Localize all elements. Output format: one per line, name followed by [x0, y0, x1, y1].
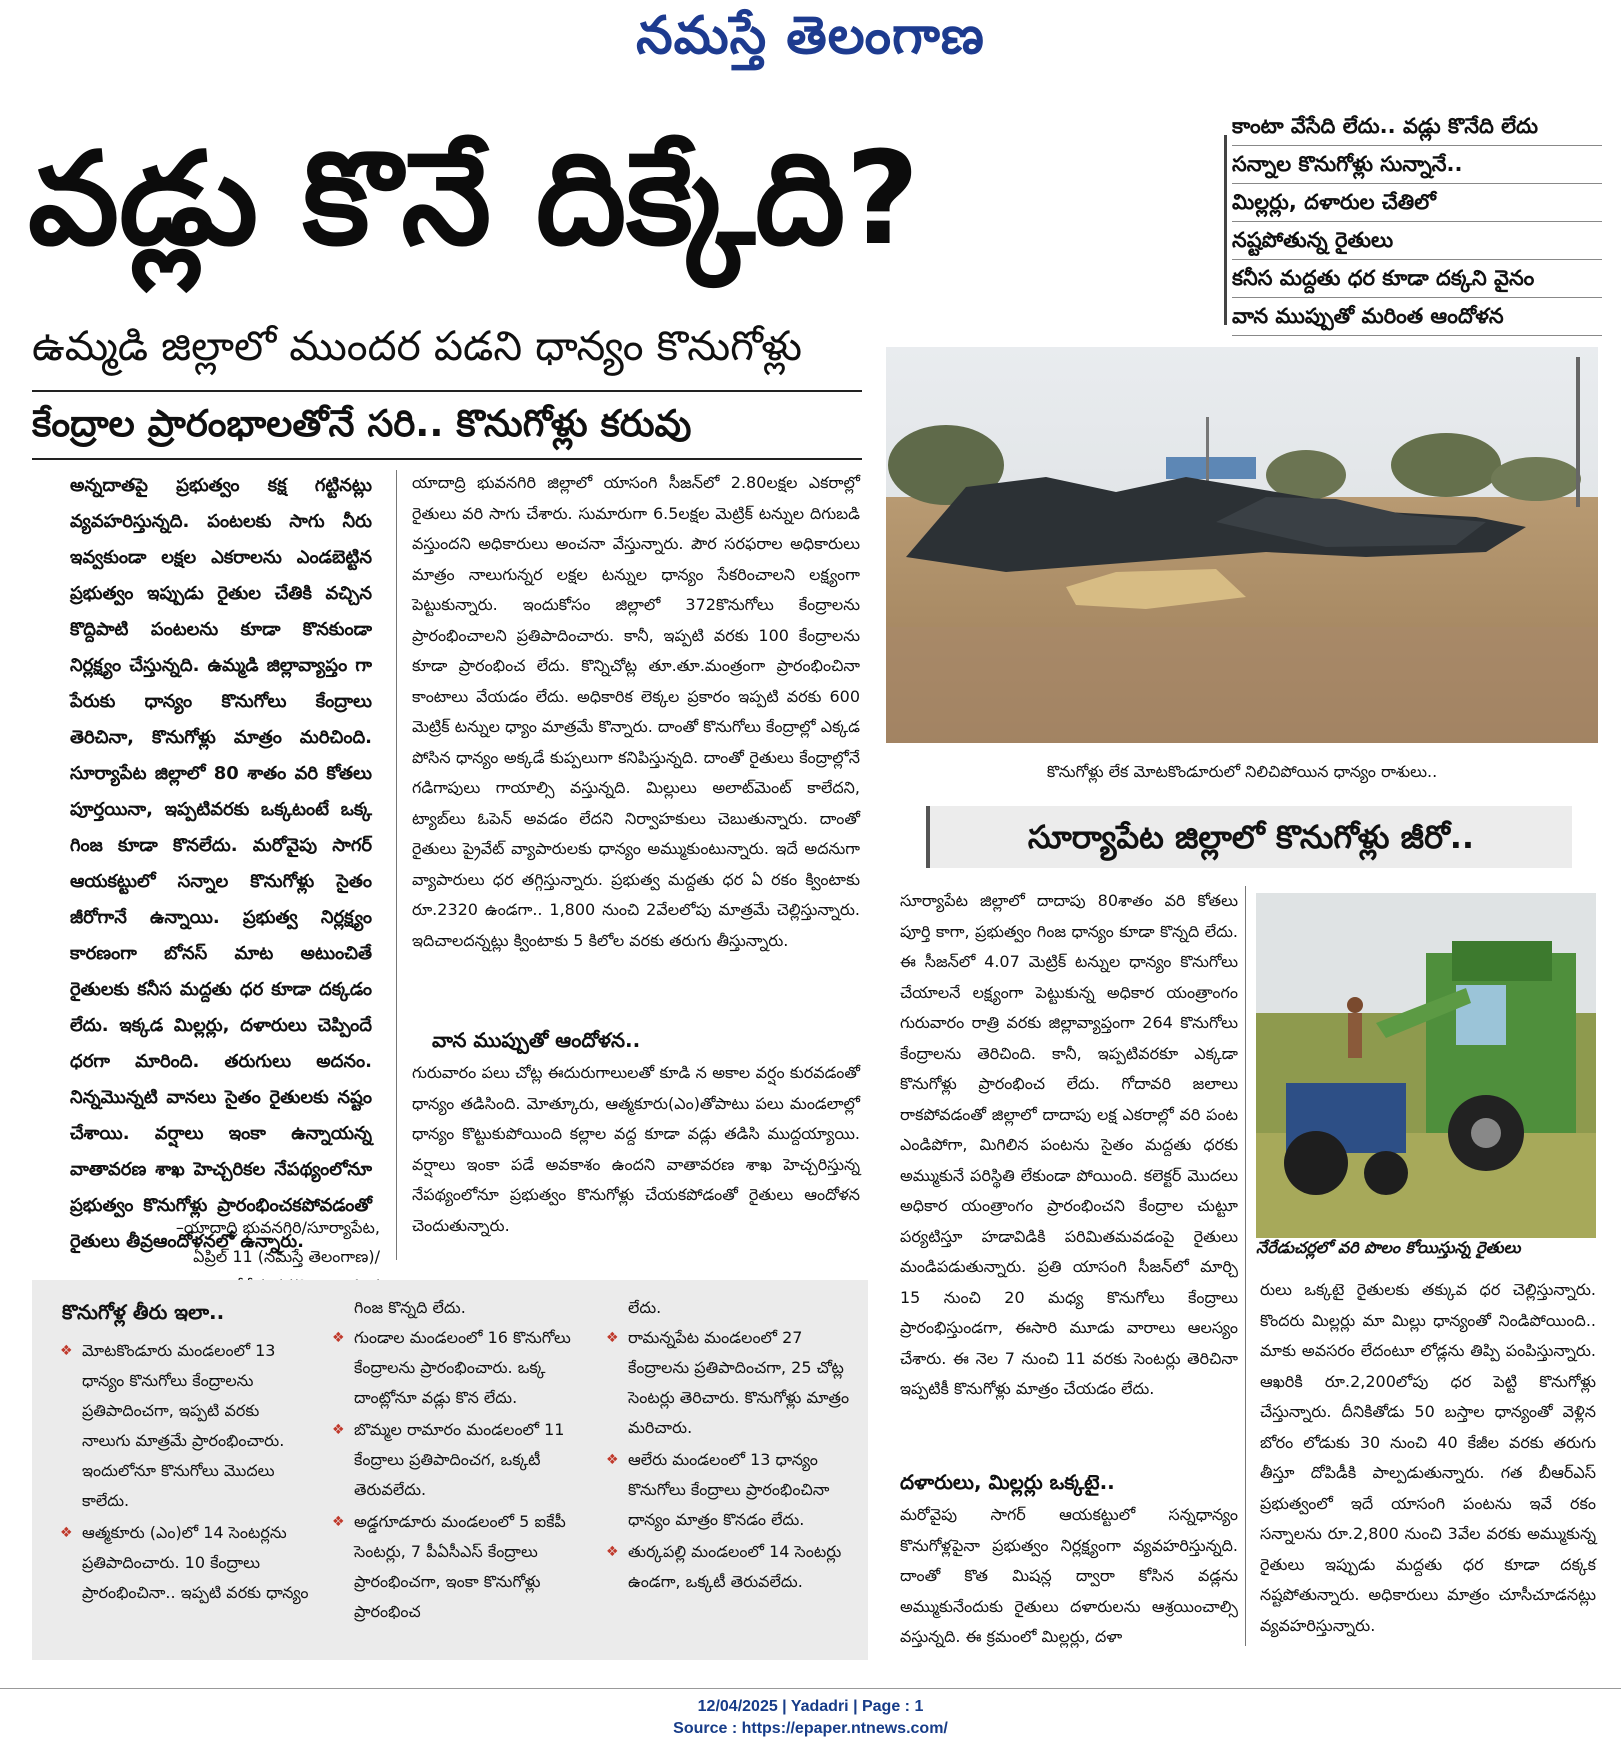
kicker-line: కాంటా వేసేది లేదు.. వడ్లు కొనేది లేదు [1232, 108, 1602, 146]
credit-line: ఏప్రిల్ 11 (నమస్తే తెలంగాణ)/ [193, 1247, 380, 1266]
kicker-line: కనీస మద్దతు ధర కూడా దక్కని వైనం [1232, 260, 1602, 298]
list-item-text: అడ్డగూడూరు మండలంలో 5 ఐకేపీ సెంటర్లు, 7 పీఏసీఎస్ కేంద్రాలు ప్రారంభించగా, ఇంకా కొనుగోళ్లు ప్రారంభించ [354, 1512, 566, 1621]
list-item [606, 1323, 856, 1443]
diamond-bullet-icon: ❖ [606, 1452, 619, 1468]
list-item-text: గుండాల మండలంలో 16 కొనుగోలు కేంద్రాలను ప్రారంభించారు. ఒక్క దాంట్లోనూ వడ్లు కొన లేదు. [354, 1328, 571, 1407]
banner-title: సూర్యాపేట జిల్లాలో కొనుగోళ్లు జీరో.. [1027, 818, 1475, 856]
diamond-bullet-icon: ❖ [60, 1525, 73, 1541]
diamond-bullet-icon: ❖ [606, 1330, 619, 1346]
column-divider [1245, 886, 1246, 1646]
rain-subheading: వాన ముప్పుతో ఆందోళన.. [432, 1028, 641, 1052]
grain-heaps-photo [886, 347, 1598, 743]
lead-paragraph: అన్నదాతపై ప్రభుత్వం కక్ష గట్టినట్లు వ్యవహరిస్తున్నది. పంటలకు సాగు నీరు ఇవ్వకుండా లక్షల ఎకరాలను ఎండబెట్టిన ప్రభుత్వం ఇప్పుడు రైతుల చేతికి వచ్చిన కొద్దిపాటి పంటలను కూడా కొనకుండా నిర్లక్ష్యం చేస్తున్నది. ఉమ్మడి జిల్లావ్యాప్తం గా పేరుకు ధాన్యం కొనుగోలు కేంద్రాలు తెరిచినా, కొనుగోళ్లు మాత్రం మరిచింది. సూర్యాపేట జిల్లాలో 80 శాతం వరి కోతలు పూర్తయినా, ఇప్పటివరకు ఒక్కటంటే ఒక్క గింజ కూడా కొనలేదు. మరోవైపు సాగర్ ఆయకట్టులో సన్నాల కొనుగోళ్లు సైతం జీరోగానే ఉన్నాయి. ప్రభుత్వ నిర్లక్ష్యం కారణంగా బోనస్ మాట అటుంచితే రైతులకు కనీస మద్దతు ధర కూడా దక్కడం లేదు. ఇక్కడ మిల్లర్లు, దళారులు చెప్పిందే ధరగా మారింది. తరుగులు అదనం. నిన్నమొన్నటి వానలు సైతం రైతులకు నష్టం చేశాయి. వర్షాలు ఇంకా ఉన్నాయన్న వాతావరణ శాఖ హెచ్చరికల నేపథ్యంలోనూ ప్రభుత్వం కొనుగోళ్లు ప్రారంభించకపోవడంతో రైతులు తీవ్రఆందోళనలో ఉన్నారు. [70, 475, 372, 1252]
sidebar-column [332, 1293, 587, 1629]
page-headline: వడ్లు కొనే దిక్కేది? [28, 125, 920, 274]
photo-caption: కొనుగోళ్లు లేక మోటకొండూరులో నిలిచిపోయిన ధాన్యం రాశులు.. [1046, 762, 1438, 781]
list-item [60, 1336, 310, 1516]
kicker-line: మిల్లర్లు, దళారుల చేతిలో [1232, 184, 1602, 222]
section-banner [926, 806, 1572, 868]
credit-line: –యాదాద్రి భువనగిరి/సూర్యాపేట, [175, 1218, 380, 1237]
page-bottom-rule [0, 1688, 1621, 1689]
article-column-suryapet: సూర్యాపేట జిల్లాలో దాదాపు 80శాతం వరి కోతలు పూర్తి కాగా, ప్రభుత్వం గింజ ధాన్యం కూడా కొన్నది లేదు. ఈ సీజన్‌లో 4.07 మెట్రిక్ టన్నుల ధాన్యం కొనుగోలు చేయాలనే లక్ష్యంగా పెట్టుకున్న అధికార యంత్రాంగం గురువారం రాత్రి వరకు జిల్లావ్యాప్తంగా 264 కొనుగోలు కేంద్రాలను తెరిచింది. కానీ, ఇప్పటివరకూ ఎక్కడా కొనుగోళ్లు ప్రారంభించ లేదు. గోదావరి జలాలు రాకపోవడంతో జిల్లాలో దాదాపు లక్ష ఎకరాల్లో వరి పంట ఎండిపోగా, మిగిలిన పంటను సైతం మద్దతు ధరకు అమ్ముకునే పరిస్థితి లేకుండా పోయింది. కలెక్టర్ మొదలు అధికార యంత్రాంగం ప్రారంభించని కేంద్రాల చుట్టూ పర్యటిస్తూ హడావిడికి పరిమితమవడంపై రైతులు మండిపడుతున్నారు. ప్రతి యాసంగి సీజన్‌లో మార్చి 15 నుంచి 20 మధ్య కొనుగోలు కేంద్రాలు ప్రారంభిస్తుండగా, ఈసారి మూడు వారాలు ఆలస్యం చేశారు. ఈ నెల 7 నుంచి 11 వరకు సెంటర్లు తెరిచినా ఇప్పటికీ కొనుగోళ్లు మాత్రం చేయడం లేదు. [900, 891, 1238, 1398]
kicker-line: సన్నాల కొనుగోళ్లు సున్నానే.. [1232, 146, 1602, 184]
list-item [606, 1445, 856, 1535]
subhead-rule [32, 390, 862, 392]
list-item [332, 1415, 587, 1505]
sidebar-column [60, 1336, 310, 1610]
diamond-bullet-icon: ❖ [332, 1514, 345, 1530]
kicker-list [1232, 108, 1602, 336]
photo-caption: నేరేడుచర్లలో వరి పొలం కోయిస్తున్న రైతులు [1256, 1238, 1521, 1257]
list-item-text: బొమ్మల రామారం మండలంలో 11 కేంద్రాలు ప్రతిపాదించగ, ఒక్కటీ తెరువలేదు. [354, 1420, 565, 1499]
list-item-continuation: గింజ కొన్నది లేదు. [354, 1298, 466, 1317]
column-divider [396, 470, 397, 1260]
list-item-continuation: లేదు. [628, 1298, 662, 1317]
millers-subheading: దళారులు, మిల్లర్లు ఒక్కటై.. [900, 1470, 1115, 1494]
kicker-line: నష్టపోతున్న రైతులు [1232, 222, 1602, 260]
list-item [606, 1537, 856, 1597]
article-column-yadadri: యాదాద్రి భువనగిరి జిల్లాలో యాసంగి సీజన్‌లో 2.80లక్షల ఎకరాల్లో రైతులు వరి సాగు చేశారు. సుమారుగా 6.5లక్షల మెట్రిక్ టన్నుల దిగుబడి వస్తుందని అధికారులు అంచనా వేస్తున్నారు. పౌర సరఫరాల అధికారులు మాత్రం నాలుగున్నర లక్షల టన్నుల ధాన్యం సేకరించాలని లక్ష్యంగా పెట్టుకున్నారు. ఇందుకోసం జిల్లాలో 372కొనుగోలు కేంద్రాలను ప్రారంభించాలని ప్రతిపాదించారు. కానీ, ఇప్పటి వరకు 100 కేంద్రాలను కూడా ప్రారంభించ లేదు. కొన్నిచోట్ల తూ.తూ.మంత్రంగా ప్రారంభించినా కాంటాలు వేయడం లేదు. అధికారిక లెక్కల ప్రకారం ఇప్పటి వరకు 600 మెట్రిక్ టన్నుల ధ్యాం మాత్రమే కొన్నారు. దాంతో కొనుగోలు కేంద్రాల్లో ఎక్కడ పోసిన ధాన్యం అక్కడే కుప్పలుగా కనిపిస్తున్నది. దాంతో రైతులు కేంద్రాల్లోనే గడిగాపులు గాయాల్సి వస్తున్నది. మిల్లులు అలాట్‌మెంట్ కాలేదని, ట్యాబ్‌లు ఓపెన్ అవడం లేదని నిర్వాహకులు చెబుతున్నారు. దాంతో రైతులు ప్రైవేట్ వ్యాపారులకు ధాన్యం అమ్ముకుంటున్నారు. ఇదే అదనుగా వ్యాపారులు ధర తగ్గిస్తున్నారు. ప్రభుత్వ మద్దతు ధర ఏ రకం క్వింటాకు రూ.2320 ఉండగా.. 1,800 నుంచి 2వేలలోపు మాత్రమే చెల్లిస్తున్నారు. ఇదిచాలదన్నట్లు క్వింటాకు 5 కిలోల వరకు తరుగు తీస్తున్నారు. [412, 473, 860, 950]
diamond-bullet-icon: ❖ [332, 1422, 345, 1438]
list-item-text: ఆలేరు మండలంలో 13 ధాన్యం కొనుగోలు కేంద్రాలు ప్రారంభించినా ధాన్యం మాత్రం కొనడం లేదు. [628, 1450, 830, 1529]
article-column-continued: రులు ఒక్కటై రైతులకు తక్కువ ధర చెల్లిస్తున్నారు. కొందరు మిల్లర్లు మా మిల్లు ధాన్యంతో నిండిపోయింది.. మాకు అవసరం లేదంటూ లోడ్లను తిప్పి పంపిస్తున్నారు. ఆఖరికి రూ.2,200లోపు ధర పెట్టి కొనుగోళ్లు చేస్తున్నారు. దీనికితోడు 50 బస్తాల ధాన్యంతో వెళ్లిన బోరం లోడుకు 30 నుంచి 40 కేజీల వరకు తరుగు తీస్తూ దోపిడీకి పాల్పడుతున్నారు. గత బీఆర్ఎస్ ప్రభుత్వంలో ఇదే యాసంగి పంటను ఇవే రకం సన్నాలను రూ.2,800 నుంచి 3వేల వరకు అమ్ముకున్న రైతులు ఇప్పుడు మద్దతు ధర కూడా దక్కక నష్టపోతున్నారు. అధికారులు మాత్రం చూసీచూడనట్లు వ్యవహరిస్తున్నారు. [1260, 1280, 1596, 1635]
sidebar-title: కొనుగోళ్ల తీరు ఇలా.. [62, 1300, 225, 1324]
footer-source: Source : https://epaper.ntnews.com/ [673, 1720, 948, 1737]
sidebar-column [606, 1293, 856, 1599]
footer-date-edition: 12/04/2025 | Yadadri | Page : 1 [697, 1698, 924, 1715]
list-item [332, 1507, 587, 1627]
diamond-bullet-icon: ❖ [60, 1343, 73, 1359]
list-item [332, 1323, 587, 1413]
subhead-rule [32, 458, 862, 460]
kicker-divider [1224, 135, 1227, 325]
millers-paragraph: మరోవైపు సాగర్ ఆయకట్టులో సన్నధాన్యం కొనుగోళ్లపైనా ప్రభుత్వం నిర్లక్ష్యంగా వ్యవహరిస్తున్నది. దాంతో కొత మిషన్ల ద్వారా కోసిన వడ్లను అమ్ముకునేందుకు రైతులు దళారులను ఆశ్రయించాల్సి వస్తున్నది. ఈ క్రమంలో మిల్లర్లు, దళా [900, 1505, 1238, 1646]
kicker-line: వాన ముప్పుతో మరింత ఆందోళన [1232, 298, 1602, 336]
diamond-bullet-icon: ❖ [606, 1544, 619, 1560]
list-item-text: మోటకొండూరు మండలంలో 13 ధాన్యం కొనుగోలు కేంద్రాలను ప్రతిపాదించగా, ఇప్పటి వరకు నాలుగు మాత్రమే ప్రారంభించారు. ఇందులోనూ కొనుగోలు మొదలు కాలేదు. [82, 1341, 285, 1510]
harvester-photo [1256, 893, 1596, 1238]
list-item-text: ఆత్మకూరు (ఎం)లో 14 సెంటర్లను ప్రతిపాదించారు. 10 కేంద్రాలు ప్రారంభించినా.. ఇప్పటి వరకు ధాన్యం [82, 1523, 309, 1602]
list-item [60, 1518, 310, 1608]
list-item-text: రామన్నపేట మండలంలో 27 కేంద్రాలను ప్రతిపాదించగా, 25 చోట్ల సెంటర్లు తెరిచారు. కొనుగోళ్లు మాత్రం మరిచారు. [628, 1328, 850, 1437]
masthead-logo: నమస్తే తెలంగాణ [636, 6, 985, 66]
list-item-text: తుర్కపల్లి మండలంలో 14 సెంటర్లు ఉండగా, ఒక్కటీ తెరువలేదు. [628, 1542, 842, 1591]
rain-paragraph: గురువారం పలు చోట్ల ఈదురుగాలులతో కూడి న అకాల వర్షం కురవడంతో ధాన్యం తడిసింది. మోత్కూరు, ఆత్మకూరు(ఎం)తోపాటు పలు మండలాల్లో ధాన్యం కొట్టుకుపోయింది కల్లాల వద్ద కూడా వడ్లు తడిసి ముద్దయ్యాయి. వర్షాలు ఇంకా పడే అవకాశం ఉందని వాతావరణ శాఖ హెచ్చరిస్తున్న నేపథ్యంలోనూ ప్రభుత్వం కొనుగోళ్లు చేయకపోడంతో రైతులు ఆందోళన చెందుతున్నారు. [412, 1063, 860, 1235]
subheadline-secondary: కేంద్రాల ప్రారంభాలతోనే సరి.. కొనుగోళ్లు కరువు [32, 402, 692, 445]
subheadline-primary: ఉమ్మడి జిల్లాలో ముందర పడని ధాన్యం కొనుగోళ్లు [32, 322, 803, 370]
diamond-bullet-icon: ❖ [332, 1330, 345, 1346]
